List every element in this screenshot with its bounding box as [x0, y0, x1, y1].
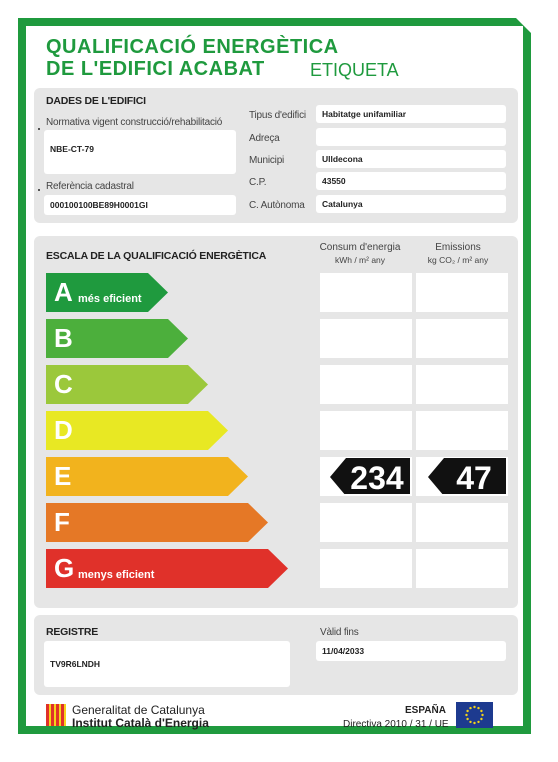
- bullet: [38, 128, 40, 130]
- cadastral-label: Referència cadastral: [46, 181, 134, 192]
- registry-section-title: REGISTRE: [46, 626, 99, 638]
- country-label: ESPAÑA: [405, 705, 446, 716]
- emissions-title: Emissions: [435, 242, 481, 253]
- emissions-rating-marker: [428, 458, 506, 494]
- emissions-unit: kg CO₂ / m² any: [427, 255, 489, 265]
- eu-star-icon: [465, 714, 467, 716]
- class-arrow-e: [46, 457, 248, 496]
- emissions-header: [408, 241, 508, 267]
- address-label: Adreça: [249, 133, 280, 144]
- eu-star-icon: [481, 714, 483, 716]
- emissions-rating-value: 47: [456, 460, 492, 494]
- valid-until-field: 11/04/2033: [316, 641, 506, 661]
- consumption-cell-f: [320, 503, 412, 542]
- consumption-rating-marker: [330, 458, 410, 494]
- eu-flag-icon: [456, 702, 493, 728]
- eu-star-icon: [477, 721, 479, 723]
- eu-star-icon: [480, 710, 482, 712]
- postal-label: C.P.: [249, 177, 267, 188]
- class-letter-c: C: [54, 369, 73, 399]
- consumption-cell-a: [320, 273, 412, 312]
- class-arrow-f: [46, 503, 268, 542]
- class-letter-f: F: [54, 507, 70, 537]
- eu-star-icon: [466, 710, 468, 712]
- consumption-title: Consum d'energia: [319, 242, 401, 253]
- class-letter-b: B: [54, 323, 73, 353]
- consumption-header: [310, 241, 410, 267]
- label-tag: ETIQUETA: [310, 60, 399, 80]
- type-field: Habitatge unifamiliar: [316, 105, 506, 123]
- eu-star-icon: [466, 718, 468, 720]
- regulation-field: NBE-CT-79: [44, 130, 236, 174]
- consumption-cell-g: [320, 549, 412, 588]
- registry-code-field: TV9R6LNDH: [44, 641, 290, 687]
- title-line-2: DE L'EDIFICI ACABAT: [46, 58, 265, 80]
- frame-corner-cut: [516, 18, 540, 42]
- eu-star-icon: [473, 722, 475, 724]
- eu-star-icon: [473, 706, 475, 708]
- emissions-cell-d: [416, 411, 508, 450]
- scale-section-title: ESCALA DE LA QUALIFICACIÓ ENERGÈTICA: [46, 250, 267, 262]
- municipality-label: Municipi: [249, 155, 285, 166]
- cadastral-field: 000100100BE89H0001GI: [44, 195, 236, 215]
- consumption-cell-d: [320, 411, 412, 450]
- generalitat-logo-icon: [46, 704, 66, 726]
- class-arrow-d: [46, 411, 228, 450]
- emissions-cell-b: [416, 319, 508, 358]
- class-letter-a: A: [54, 277, 73, 307]
- emissions-cell-f: [416, 503, 508, 542]
- class-letter-g: G: [54, 553, 75, 583]
- region-label: C. Autònoma: [249, 200, 305, 211]
- directive-label: Directiva 2010 / 31 / UE: [343, 719, 449, 730]
- title-line-1: QUALIFICACIÓ ENERGÈTICA: [46, 36, 339, 58]
- class-note-a: més eficient: [78, 293, 142, 305]
- consumption-rating-value: 234: [350, 460, 404, 494]
- building-section-title: DADES DE L'EDIFICI: [46, 95, 146, 107]
- municipality-field: Ulldecona: [316, 150, 506, 168]
- eu-star-icon: [477, 707, 479, 709]
- consumption-cell-c: [320, 365, 412, 404]
- class-letter-e: E: [54, 461, 72, 491]
- bullet: [38, 189, 40, 191]
- consumption-unit: kWh / m² any: [334, 255, 386, 265]
- eu-star-icon: [480, 718, 482, 720]
- class-letter-d: D: [54, 415, 73, 445]
- class-note-g: menys eficient: [78, 569, 155, 581]
- emissions-cell-a: [416, 273, 508, 312]
- emissions-cell-g: [416, 549, 508, 588]
- postal-field: 43550: [316, 172, 506, 190]
- type-label: Tipus d'edifici: [249, 110, 306, 121]
- emissions-cell-c: [416, 365, 508, 404]
- eu-star-icon: [469, 721, 471, 723]
- regulation-label: Normativa vigent construcció/rehabilitació: [46, 117, 223, 128]
- eu-star-icon: [469, 707, 471, 709]
- address-field: [316, 128, 506, 146]
- region-field: Catalunya: [316, 195, 506, 213]
- consumption-cell-b: [320, 319, 412, 358]
- org-line-2: Institut Català d'Energia: [72, 716, 209, 730]
- org-line-1: Generalitat de Catalunya: [72, 703, 205, 717]
- valid-until-label: Vàlid fins: [320, 627, 359, 638]
